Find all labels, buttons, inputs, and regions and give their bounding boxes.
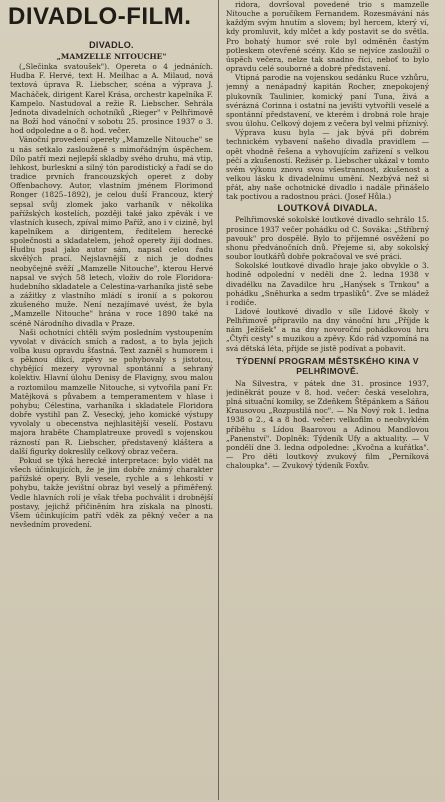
paragraph: Sokolské loutkové divadlo hraje jako obvykle o 3. hodině odpolední v neděli dne 2. ledna 1938 v divadélku na Zavadilce hru „Hanýsek s Trnkou" a pohádku „Sněhurka a sedm trpaslíků". Zve se mládež i rodiče.: [226, 261, 429, 307]
paragraph: Vánoční provedení operety „Mamzelle Nitouche" se u nás setkalo zaslouženě s mimořádným úspěchem. Dílo patří mezi nejlepší skladby svého druhu, má vtip, lehkost, burleskní a silný tón parodistický a řadí se do tradice prvních francouzských operet z doby Offenbachovy. Autor, vlastním jménem Florimond Ronger (1825–1892), je celou duší Francouz, který sepsal svůj zlomek jako varhaník v několika pařížských kostelích, později také jako zpěvák i ve vlastních kusech, zpíval mimo Paříž, ano i v cizině, byl kapelníkem a dirigentem, ředitelem herecké společnosti a skladatelem, jehož operety žijí dodnes. Hudbu psal jako autor sám, napsal celou řadu skvělých prací. Nejslavnější z nich je dodnes neobyčejně svěží „Mamzelle Nitouche", kterou Hervé napsal ve svých 58 letech, vloživ do role Floridora-hudebního skladatele a Celestina-varhaníka jistě sebe a zážitky z vlastního mládí s ironií a s pokorou zkušeného muže. Není nezajímavé uvést, že byla „Mamzelle Nitouche" hrána v roce 1890 také na scéně Národního divadla v Praze.: [10, 135, 213, 328]
section-title-kino: TÝDENNÍ PROGRAM MĚSTSKÉHO KINA V PELHŘIMOVĚ.: [236, 355, 419, 377]
article-subtitle: „MAMZELLE NITOUCHE": [56, 52, 167, 61]
paragraph: Pokud se týká herecké interpretace: bylo vidět na všech účinkujících, že je jim dobře známý charakter pařížské opery. Byli vesele, rychle a s lehkostí v pohybu, takže jevištní obraz byl veselý a přiměřený. Vedle hlavních rolí je však třeba pochválit i drobnější postavy, jejichž přičiněním hra získala na plnosti. Všem účinkujícím patří vděk za pěkný večer a na nevšedním provedení.: [10, 455, 213, 529]
right-column: [226, 0, 429, 798]
paragraph: Výprava kusu byla — jak bývá při dobrém technickém vybavení našeho divadla pravidlem — opět vhodně řešena a vyhovujícím zařízení s velkou péčí a zkušeností. Režisér p. Liebscher ukázal v tomto svém výkonu znovu svou všestrannost, zkušenost a velkou lásku k divadelnímu umění. Nezbývá než si přát, aby naše ochotnické divadlo i nadále přinášelo tak poctivou a radostnou práci. (Josef Hůla.): [226, 128, 429, 202]
paragraph: Lidové loutkové divadlo v síle Lidové školy v Pelhřimově připravilo na dny vánoční hru „Příjde k nám Ježíšek" a na dny novoroční pohádkovou hru „Čtyři cesty" s muzikou a zpěvy. Kdo rád vzpomíná na svá dětská léta, přijde se jistě podívat a pobavit.: [226, 307, 429, 353]
paragraph: Vtipná parodie na vojenskou sedánku Ruce vzhůru, jemný a nenápadný kapitán Rocher, znepokojený plukovník Taulinier, komický paní Tuna, živá a svérázná Corinna i ostatní na jevišti vytvořili veselé a spontánní představení, ve kterém i drobná role hraje svou úlohu. Celkový dojem z večera byl velmi příznivý.: [226, 73, 429, 129]
paragraph: ridora, dovršoval povedené trio s mamzelle Nitouche a poručíkem Fernandem. Rozesmávání nás každým svým hnutím a slovem; byl hercem, který ví, kdy promluvit, kdy mlčet a kdy postavit se do světla. Pro bohatý humor své role byl odměněn častým potleskem otevřené scény. Kdo se nejvíce zasloužil o úspěch večera, nelze tak snadno říci, neboť to bylo opravdu celé souborné a dobré představení.: [226, 0, 429, 74]
section-title-loutkova: LOUTKOVÁ DIVADLA.: [277, 203, 378, 214]
paragraph: („Slečinka svatoušek"). Opereta o 4 jednáních. Hudba F. Hervé, text H. Meilhac a A. Milaud, nová textová úprava R. Liebscher, scéna a výprava J. Macháček, dirigent Karel Krása, orchestr kapelníka F. Kampelo. Nastudoval a režie R. Liebscher. Sehrála Jednota divadelních ochotníků „Rieger" v Pelhřimově na Boží hod vánoční v sobotu 25. prosince 1937 o 3. hod odpoledne a o 8. hod. večer.: [10, 62, 213, 136]
paragraph: Naši ochotníci chtěli svým posledním vystoupením vyvolat v divácích smích a radost, a to byla jejich volba kusu opravdu šťastná. Text zazněl s humorem i s pěknou dikcí, zpěvy se pohybovaly s jistotou, chybějící mezery vyrovnal spontánní a sehraný kolektiv. Hlavní úlohu Denisy de Flavigny, svou malou a roztomilou mamzelle Nitouche, si vytvořila paní Fr. Matějková s půvabem a temperamentem v hlase i pohybu; Célestina, varhaníka i skladatele Floridora dobře vystihl pan Z. Vesecký, jeho komické výstupy vyvolaly u obecenstva nejhlasitější veselí. Postavu majora hraběte Champlatreuxe provedl s vojenskou rázností pan R. Liebscher, představený kláštera a další figurky dokreslily celkový obraz večera.: [10, 327, 213, 456]
column-divider: [218, 0, 219, 800]
paragraph: Pelhřimovské sokolské loutkové divadlo sehrálo 15. prosince 1937 večer pohádku od C. Sováka: „Stříbrný pavouk" pro dospělé. Bylo to příjemné osvěžení po shonu předvánočních dnů. Přejeme si, aby sokolský soubor loutkářů dobře pokračoval ve své práci.: [226, 215, 429, 262]
masthead: DIVADLO-FILM.: [8, 3, 192, 30]
left-column: [10, 38, 213, 802]
paragraph: Na Silvestra, v pátek dne 31. prosince 1937, jediněkrát pouze v 8. hod. večer: česká veselohra, plná situační komiky, se Zdeňkem Štěpánkem a Sáňou Krausovou „Rozpustilá noc". — Na Nový rok 1. ledna 1938 o 2., 4 a 8 hod. večer: velkofilm o neobvyklém příběhu s Lídou Baarovou a Adinou Mandlovou „Panenství". Doplněk: Týdeník Ufy a aktuality. — V pondělí dne 3. ledna odpoledne: „Kvočna a kuřátka". — Pro děti loutkový zvukový film „Perníková chaloupka". — Zvukový týdeník Foxův.: [226, 378, 429, 471]
section-title-divadlo: DIVADLO.: [89, 40, 134, 50]
